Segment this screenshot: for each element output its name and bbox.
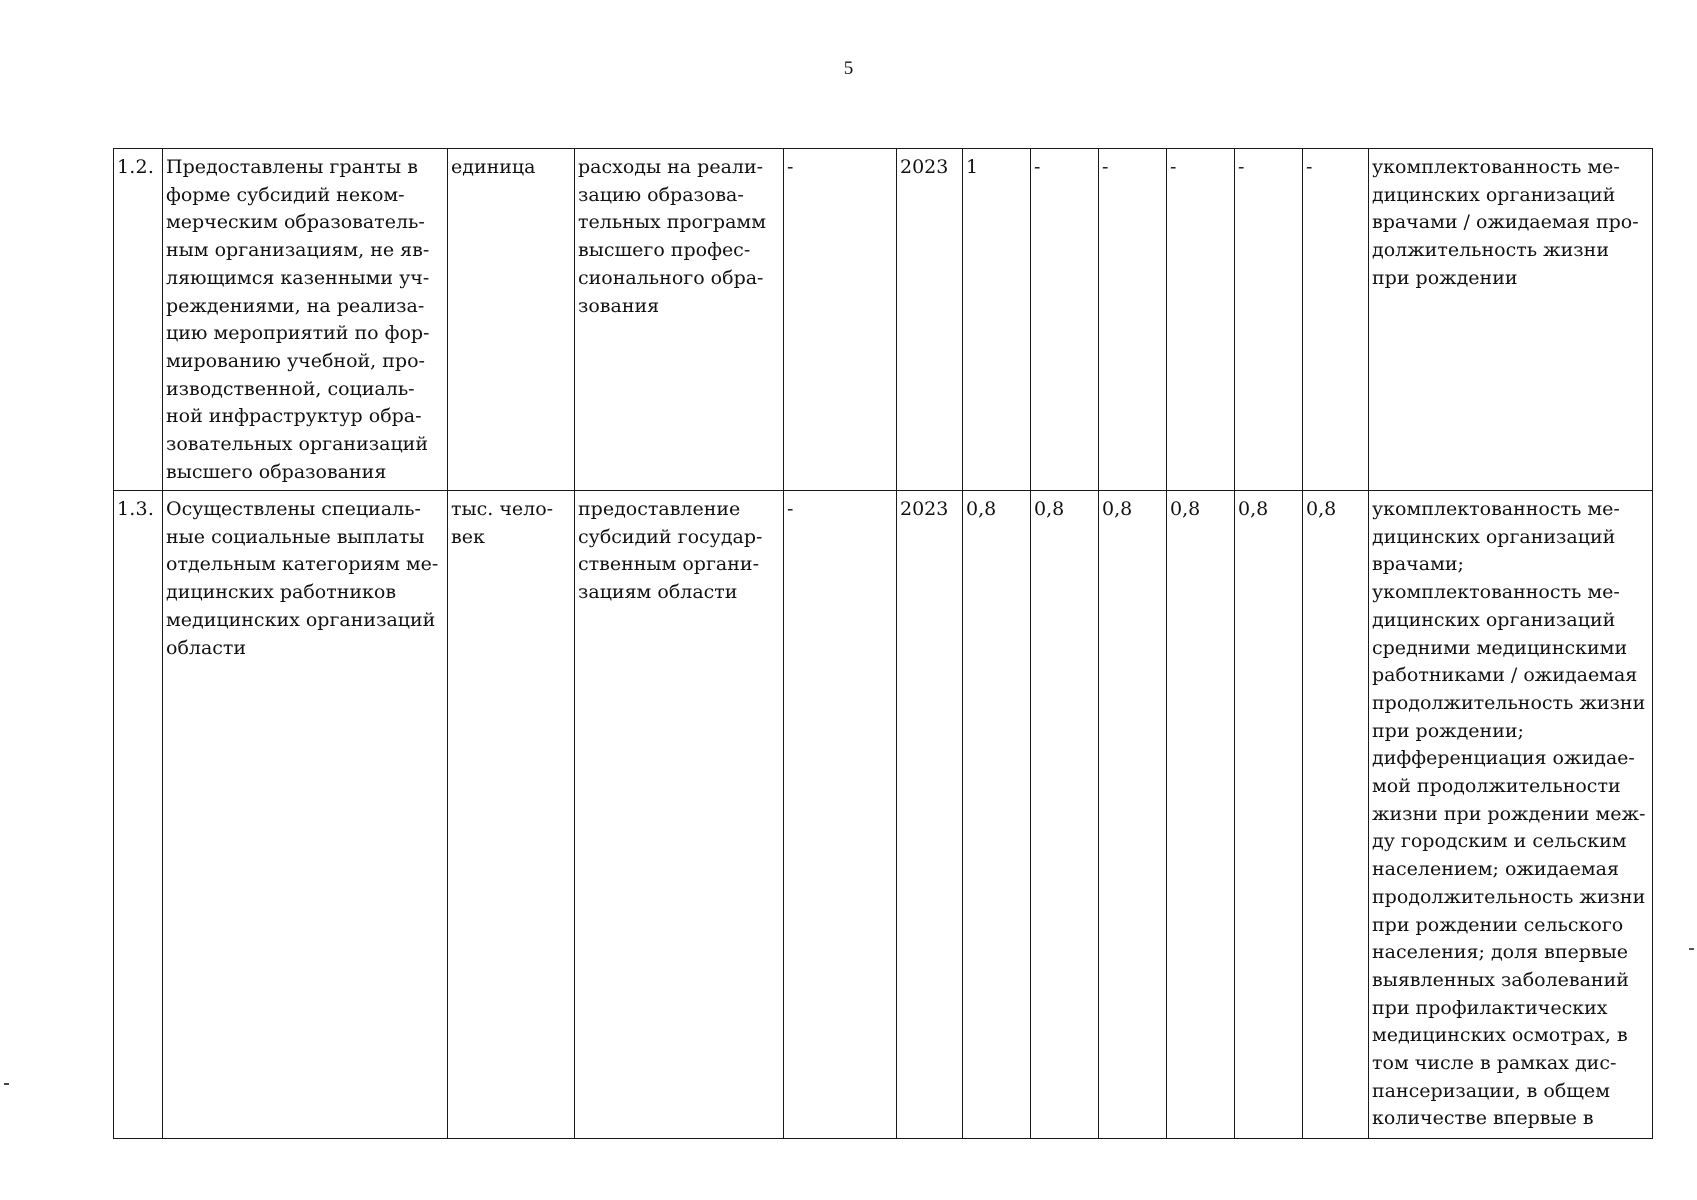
linked-indicators: укомплектованность ме- дицинских организаций врачами; укомплектованность ме- дицинских организаций средними медицинскими работниками / ожидаемая продолжительность жизни при рождении; дифференциация ожидае- мой продолжительности жизни при рождении меж- ду городским и сельским населением; ожидаемая продолжительность жизни при рождении сельского населения; доля впервые выявленных заболеваний при профилактических медицинских осмотрах, в том числе в рамках дис- пансеризации, в общем количестве впервые в <box>1369 491 1653 1139</box>
activities-table <box>113 148 1653 1139</box>
base-year: 2023 <box>897 491 963 1139</box>
scan-mark <box>4 1083 9 1085</box>
result-name: Предоставлены гранты в форме субсидий неком- мерческим образователь- ным организациям, не яв- ляющимся казенными уч- реждениями, на реализа- цию мероприятий по фор- мированию учебной, про- изводственной, социаль- ной инфраструктур обра- зовательных организаций высшего образования <box>163 149 448 491</box>
value-year-6: - <box>1303 149 1369 491</box>
value-year-2: 0,8 <box>1031 491 1099 1139</box>
value-year-2: - <box>1031 149 1099 491</box>
linked-indicators: укомплектованность ме- дицинских организаций врачами / ожидаемая про- должительность жизни при рождении <box>1369 149 1653 491</box>
unit-of-measure: тыс. чело- век <box>448 491 575 1139</box>
result-name: Осуществлены специаль- ные социальные выплаты отдельным категориям ме- дицинских работников медицинских организаций области <box>163 491 448 1139</box>
value-year-1: 0,8 <box>963 491 1031 1139</box>
page-number: 5 <box>843 58 854 79</box>
base-value: - <box>784 149 897 491</box>
result-type: расходы на реали- зацию образова- тельных программ высшего профес- сионального обра- зования <box>575 149 784 491</box>
value-year-4: - <box>1167 149 1235 491</box>
value-year-4: 0,8 <box>1167 491 1235 1139</box>
base-value: - <box>784 491 897 1139</box>
value-year-3: - <box>1099 149 1167 491</box>
value-year-6: 0,8 <box>1303 491 1369 1139</box>
result-type: предоставление субсидий государ- ственным органи- зациям области <box>575 491 784 1139</box>
value-year-5: 0,8 <box>1235 491 1303 1139</box>
row-number: 1.3. <box>114 491 163 1139</box>
row-number: 1.2. <box>114 149 163 491</box>
scan-mark <box>1689 948 1694 950</box>
table-row <box>114 491 1653 1139</box>
base-year: 2023 <box>897 149 963 491</box>
value-year-3: 0,8 <box>1099 491 1167 1139</box>
table-row <box>114 149 1653 491</box>
unit-of-measure: единица <box>448 149 575 491</box>
value-year-5: - <box>1235 149 1303 491</box>
value-year-1: 1 <box>963 149 1031 491</box>
